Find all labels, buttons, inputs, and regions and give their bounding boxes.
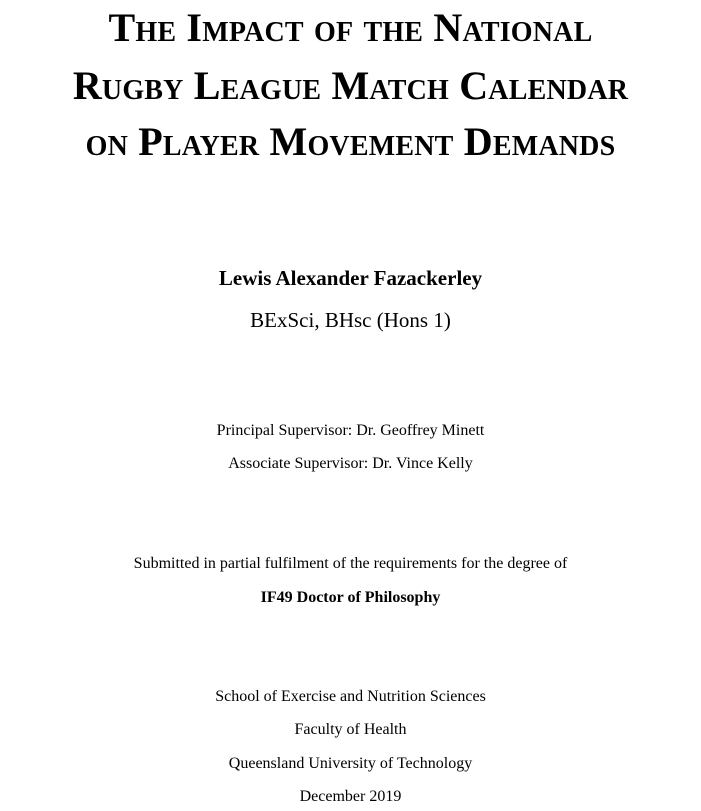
submission-statement: Submitted in partial fulfilment of the requirements for the degree of (133, 555, 568, 572)
author-name: Lewis Alexander Fazackerley (218, 266, 483, 290)
university-name: Queensland University of Technology (228, 755, 473, 772)
degree-name: IF49 Doctor of Philosophy (260, 589, 441, 606)
author-degrees: BExSci, BHsc (Hons 1) (250, 308, 451, 332)
thesis-title-line-3: on Player Movement Demands (85, 119, 616, 164)
submission-date: December 2019 (299, 788, 402, 805)
principal-supervisor: Principal Supervisor: Dr. Geoffrey Minett (216, 422, 485, 439)
faculty-name: Faculty of Health (294, 721, 407, 738)
school-name: School of Exercise and Nutrition Sciences (215, 688, 486, 705)
associate-supervisor: Associate Supervisor: Dr. Vince Kelly (228, 455, 473, 472)
thesis-title-line-1: The Impact of the National (108, 5, 593, 50)
thesis-title-line-2: Rugby League Match Calendar (72, 63, 629, 108)
